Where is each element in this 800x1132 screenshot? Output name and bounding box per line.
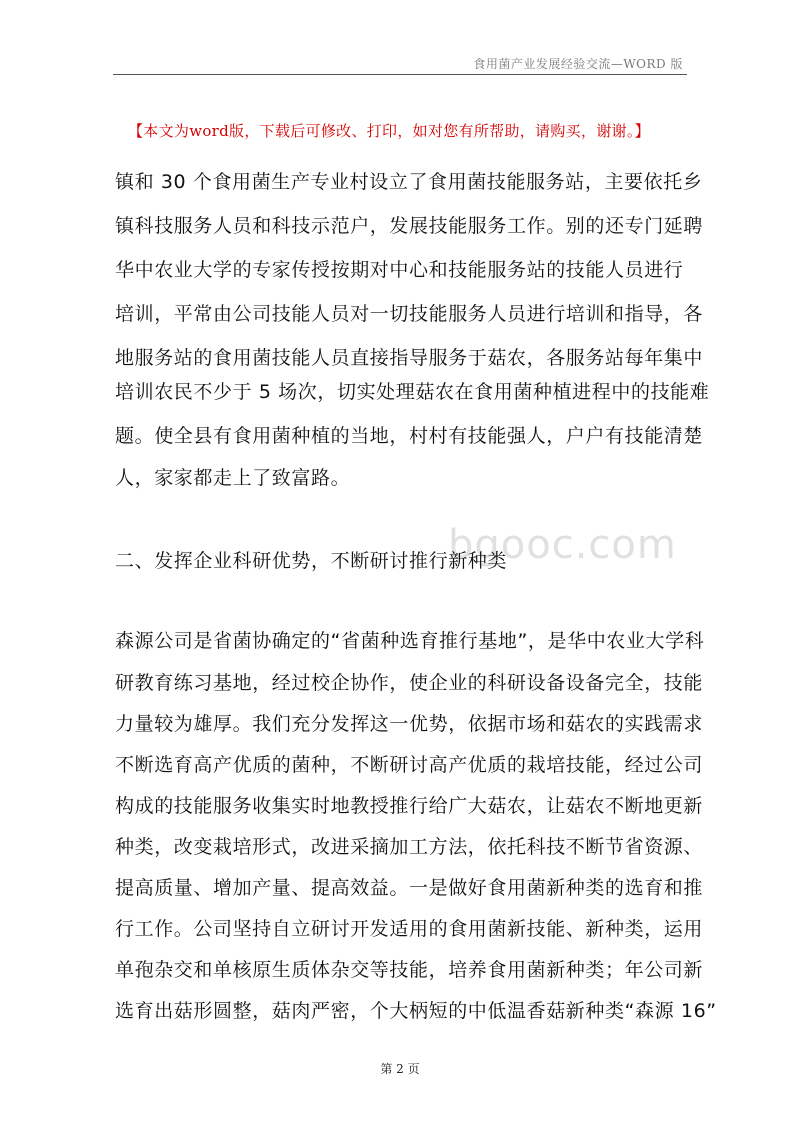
paragraph2-line: 不断选育高产优质的菌种，不断研讨高产优质的栽培技能，经过公司 [115,754,704,776]
paragraph2-line: 研教育练习基地，经过校企协作，使企业的科研设备设备完全，技能 [115,672,704,694]
watermark: bgooc.com [448,522,677,568]
paragraph1-line: 华中农业大学的专家传授按期对中心和技能服务站的技能人员进行 [115,259,684,281]
paragraph1-line: 题。使全县有食用菌种植的当地，村村有技能强人，户户有技能清楚 [115,425,704,447]
paragraph1-line: 地服务站的食用菌技能人员直接指导服务于菇农，各服务站每年集中 [115,347,704,369]
page-header-title: 食用菌产业发展经验交流—WORD 版 [473,57,683,71]
header-divider [113,74,687,75]
paragraph1-line: 培训，平常由公司技能人员对一切技能服务人员进行培训和指导，各 [115,303,704,325]
paragraph2-line: 种类，改变栽培形式，改进采摘加工方法，依托科技不断节省资源、 [115,836,704,858]
paragraph2-line: 构成的技能服务收集实时地教授推行给广大菇农，让菇农不断地更新 [115,795,704,817]
page-number: 第 2 页 [380,1062,420,1076]
paragraph2-line: 行工作。公司坚持自立研讨开发适用的食用菌新技能、新种类，运用 [115,918,704,940]
section-heading: 二、发挥企业科研优势，不断研讨推行新种类 [115,550,508,572]
paragraph2-line: 提高质量、增加产量、提高效益。一是做好食用菌新种类的选育和推 [115,877,704,899]
paragraph1-line: 镇科技服务人员和科技示范户，发展技能服务工作。别的还专门延聘 [115,215,704,237]
download-notice: 【本文为word版，下载后可修改、打印，如对您有所帮助，请购买，谢谢。】 [128,122,650,140]
paragraph1-line: 镇和 30 个食用菌生产专业村设立了食用菌技能服务站，主要依托乡 [115,171,703,193]
paragraph1-line: 人，家家都走上了致富路。 [115,467,351,489]
paragraph2-line: 力量较为雄厚。我们充分发挥这一优势，依据市场和菇农的实践需求 [115,713,704,735]
paragraph1-line: 培训农民不少于 5 场次，切实处理菇农在食用菌种植进程中的技能难 [115,381,710,403]
paragraph2-line: 单孢杂交和单核原生质体杂交等技能，培养食用菌新种类；年公司新 [115,959,704,981]
paragraph2-line: 森源公司是省菌协确定的“省菌种选育推行基地”，是华中农业大学科 [115,630,705,652]
paragraph2-line: 选育出菇形圆整，菇肉严密，个大柄短的中低温香菇新种类“森源 16” [115,1000,717,1022]
